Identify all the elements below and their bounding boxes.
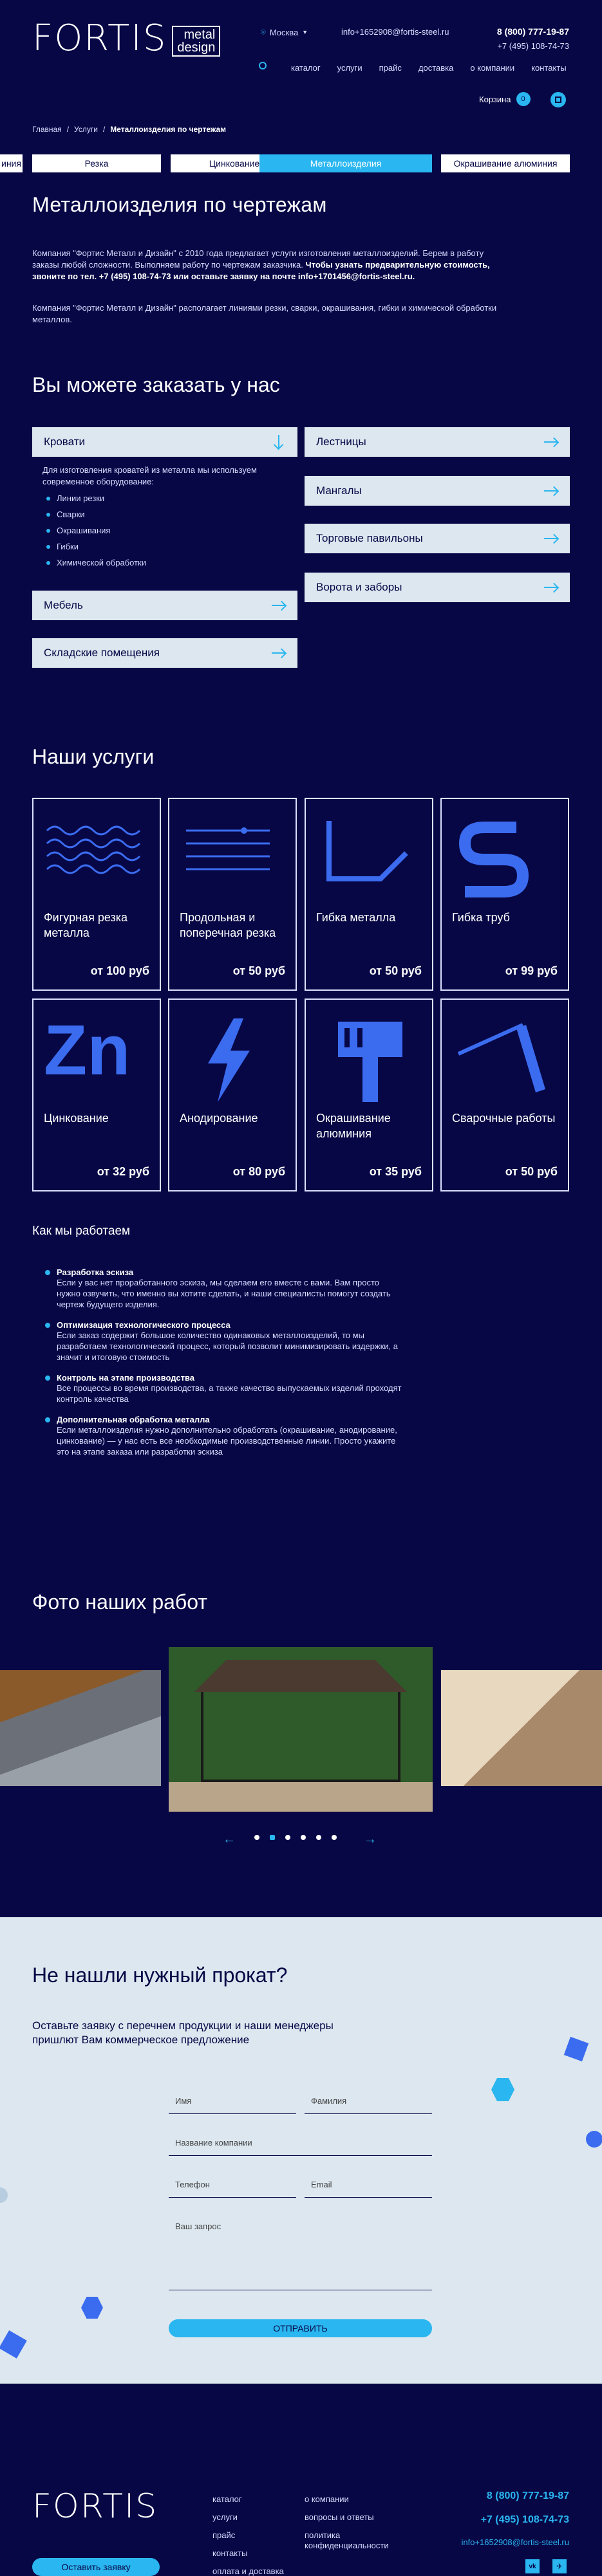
category-warehouses[interactable] [32, 638, 297, 668]
vk-icon[interactable]: vk [525, 2559, 540, 2573]
tab-painting[interactable]: Окрашивание алюминия [441, 154, 570, 172]
intro-paragraph [32, 248, 509, 282]
service-price: от 80 руб [232, 1165, 285, 1178]
list-item [42, 1267, 403, 1310]
photos-title: Фото наших работ [32, 1590, 207, 1614]
logo-sub-design: design [177, 41, 216, 55]
service-card-welding[interactable] [440, 998, 569, 1191]
nav-about[interactable]: о компании [470, 63, 515, 73]
footer-link-contacts[interactable]: контакты [212, 2548, 248, 2558]
footer-link-catalog[interactable]: каталог [212, 2494, 242, 2504]
step-title: Контроль на этапе производства [57, 1373, 195, 1383]
cart-link[interactable] [479, 92, 531, 106]
request-title: Не нашли нужный прокат? [32, 1964, 288, 1987]
step-text: Все процессы во время производства, а также качество выпускаемых изделий проходят контроль качества [57, 1383, 402, 1404]
breadcrumb-sep: / [102, 125, 106, 134]
carousel-dot[interactable] [332, 1835, 337, 1840]
bullet [45, 1375, 50, 1381]
category-beds[interactable] [32, 427, 297, 457]
diamond-decor [0, 2330, 27, 2359]
gazebo-floor [169, 1782, 433, 1812]
nav-services[interactable]: услуги [337, 63, 362, 73]
footer [0, 2461, 602, 2576]
list-item [42, 1415, 403, 1457]
logo-sub-metal: metal [183, 28, 216, 42]
step-text: Если металлоизделия нужно дополнительно обработать (окрашивание, анодирование, цинкование) — у нас есть все необходимые производственные линии. Просто укажите это на этапе заказа или разработки эскиза [57, 1425, 397, 1457]
list-item: Гибки [42, 542, 146, 558]
footer-email[interactable]: info+1652908@fortis-steel.ru [461, 2537, 569, 2547]
beds-description: Для изготовления кроватей из металла мы используем современное оборудование: [42, 465, 257, 486]
category-label: Лестницы [316, 436, 366, 448]
arrow-right-icon [544, 583, 558, 592]
list-item: Линии резки [42, 493, 146, 510]
service-name: Цинкование [44, 1112, 109, 1125]
header-email[interactable]: info+1652908@fortis-steel.ru [341, 27, 449, 37]
nav-price[interactable]: прайс [379, 63, 402, 73]
arrow-right-icon [272, 649, 286, 658]
step-text: Если у вас нет проработанного эскиза, мы сделаем его вместе с вами. Вам просто нужно озвучить, что именно вы хотите сделать, и наши специалисты помогут создать чертеж будущего изделия. [57, 1278, 391, 1309]
carousel-dot[interactable] [270, 1835, 275, 1840]
carousel-dot[interactable] [316, 1835, 321, 1840]
telegram-icon[interactable]: ✈ [552, 2559, 567, 2573]
list-item: Окрашивания [42, 526, 146, 542]
footer-link-privacy[interactable]: политика конфиденциальности [305, 2530, 389, 2550]
waves-icon [44, 814, 140, 879]
carousel-prev[interactable]: ← [223, 1832, 236, 1846]
footer-link-price[interactable]: прайс [212, 2530, 236, 2540]
category-label: Торговые павильоны [316, 532, 423, 544]
carousel-dot[interactable] [301, 1835, 306, 1840]
lightning-icon [195, 1015, 292, 1105]
category-pavilions[interactable] [305, 524, 570, 553]
list-item: Сварки [42, 510, 146, 526]
service-price: от 99 руб [505, 964, 558, 977]
arrow-right-icon [544, 486, 558, 495]
service-name: Анодирование [180, 1112, 258, 1125]
service-name: Фигурная резка металла [44, 911, 127, 939]
logo-sub [172, 26, 220, 57]
footer-col-2 [305, 2490, 401, 2551]
submit-button[interactable]: ОТПРАВИТЬ [169, 2319, 432, 2337]
service-card-painting[interactable] [305, 998, 433, 1191]
arrow-down-icon [274, 435, 283, 449]
gazebo-frame [201, 1692, 400, 1782]
category-grills[interactable] [305, 476, 570, 506]
service-price: от 50 руб [232, 964, 285, 977]
service-card-cutting[interactable] [168, 798, 297, 991]
photo-ducts[interactable] [0, 1670, 161, 1786]
service-price: от 35 руб [369, 1165, 422, 1178]
footer-phone-1[interactable]: 8 (800) 777-19-87 [486, 2490, 569, 2501]
intro-bold: Чтобы узнать предварительную стоимость, звоните по тел. +7 (495) 108-74-73 или оставьте заявку на почте info+1701456@fortis-steel.ru. [32, 260, 490, 281]
category-label: Складские помещения [44, 647, 160, 659]
page-title: Металлоизделия по чертежам [32, 193, 327, 216]
list-item [42, 1320, 403, 1363]
breadcrumb-sep: / [66, 125, 70, 134]
photo-stairs[interactable] [441, 1670, 602, 1786]
search-icon[interactable] [259, 62, 267, 69]
cart-label: Корзина [479, 94, 511, 104]
city-name: Москва [269, 27, 299, 37]
category-gates[interactable] [305, 573, 570, 602]
carousel-dots [254, 1835, 357, 1841]
circle-decor [586, 2131, 602, 2148]
zinc-icon: Zn [44, 1011, 131, 1090]
intro-text: Компания "Фортис Металл и Дизайн" с 2010 года предлагает услуги изготовления металлоизделий. Берем в работу заказы любой сложности. Выполняем работу по чертежам заказчика. [32, 248, 484, 270]
carousel-next[interactable]: → [364, 1832, 377, 1846]
category-furniture[interactable] [32, 591, 297, 620]
category-label: Кровати [44, 436, 86, 448]
service-price: от 100 руб [90, 964, 149, 977]
how-title: Как мы работаем [32, 1224, 131, 1238]
service-name: Сварочные работы [452, 1112, 556, 1125]
service-price: от 50 руб [369, 964, 422, 977]
tab-prev-partial[interactable]: иния [0, 154, 23, 172]
message-field[interactable]: Ваш запрос [169, 2216, 432, 2290]
city-select[interactable] [261, 27, 308, 37]
header-phone-2[interactable]: +7 (495) 108-74-73 [497, 41, 569, 51]
breadcrumb [32, 125, 226, 134]
how-steps [42, 1267, 403, 1457]
main-nav [291, 63, 567, 73]
beds-equipment-list [42, 493, 146, 574]
surname-field[interactable]: Фамилия [305, 2091, 432, 2114]
header-phone-1[interactable]: 8 (800) 777-19-87 [496, 26, 569, 37]
service-tabs [0, 154, 602, 172]
list-item: Химической обработки [42, 558, 146, 574]
tab-zinc[interactable]: Цинкование [171, 154, 298, 172]
intro-paragraph-2: Компания "Фортис Металл и Дизайн" располагает линиями резки, сварки, окрашивания, гибки и химической обработки металлов. [32, 303, 497, 324]
footer-link-faq[interactable]: вопросы и ответы [305, 2512, 374, 2522]
circle-decor [0, 2187, 8, 2203]
order-request-button[interactable]: Оставить заявку [32, 2558, 160, 2576]
arrow-right-icon [272, 601, 286, 610]
service-card-pipe-bending[interactable] [440, 798, 569, 991]
request-section [0, 1917, 602, 2384]
bullet [45, 1323, 50, 1328]
carousel-dot[interactable] [285, 1835, 290, 1840]
bullet [45, 1417, 50, 1422]
hexagon-decor [491, 2078, 514, 2101]
company-field[interactable]: Название компании [169, 2133, 432, 2156]
step-title: Разработка эскиза [57, 1267, 134, 1277]
name-field[interactable]: Имя [169, 2091, 296, 2114]
footer-link-delivery[interactable]: оплата и доставка [212, 2566, 284, 2576]
service-card-anodizing[interactable] [168, 998, 297, 1191]
chevron-down-icon: ▼ [302, 29, 308, 35]
lines-icon [180, 814, 276, 879]
breadcrumb-services[interactable]: Услуги [74, 125, 98, 134]
photo-gazebo[interactable] [169, 1647, 433, 1812]
order-title: Вы можете заказать у нас [32, 373, 280, 396]
logo[interactable] [32, 17, 220, 59]
footer-phone-2[interactable]: +7 (495) 108-74-73 [480, 2514, 569, 2525]
step-text: Если заказ содержит большое количество одинаковых металлоизделий, то мы разработаем технологический процесс, который позволит минимизировать издержки, а значит и итоговую стоимость [57, 1330, 398, 1362]
footer-col-1 [212, 2490, 284, 2576]
category-stairs[interactable] [305, 427, 570, 457]
arrow-right-icon [544, 534, 558, 543]
service-name: Гибка металла [316, 911, 396, 924]
service-card-figured-cutting[interactable] [32, 798, 161, 991]
breadcrumb-current: Металлоизделия по чертежам [110, 125, 227, 134]
grid-icon [555, 97, 561, 103]
service-card-bending[interactable] [305, 798, 433, 991]
step-title: Оптимизация технологического процесса [57, 1320, 230, 1330]
nav-contacts[interactable]: контакты [531, 63, 567, 73]
services-title: Наши услуги [32, 745, 155, 768]
tab-metalwork[interactable]: Металлоизделия [259, 154, 432, 172]
footer-link-services[interactable]: услуги [212, 2512, 238, 2522]
hexagon-decor [81, 2297, 103, 2319]
location-icon: ⌾ [261, 27, 266, 37]
favorites-button[interactable] [550, 92, 566, 107]
service-card-zinc[interactable] [32, 998, 161, 1191]
pipe-bend-icon [452, 814, 549, 898]
breadcrumb-home[interactable]: Главная [32, 125, 62, 134]
request-subtitle: Оставьте заявку с перечнем продукции и наши менеджеры пришлют Вам коммерческое предложение [32, 2019, 334, 2046]
cart-count-badge: 0 [516, 92, 531, 106]
gazebo-roof [194, 1660, 407, 1692]
paint-roller-icon [332, 1015, 428, 1105]
site-header [0, 0, 602, 122]
nav-catalog[interactable]: каталог [291, 63, 321, 73]
footer-link-about[interactable]: о компании [305, 2494, 349, 2504]
email-field[interactable]: Email [305, 2175, 432, 2198]
phone-field[interactable]: Телефон [169, 2175, 296, 2198]
nav-delivery[interactable]: доставка [418, 63, 454, 73]
footer-logo[interactable]: FORTIS [32, 2487, 158, 2526]
category-label: Мебель [44, 599, 83, 611]
service-price: от 32 руб [97, 1165, 149, 1178]
service-name: Гибка труб [452, 911, 510, 924]
service-name: Продольная и поперечная резка [180, 911, 276, 939]
diamond-decor [564, 2037, 588, 2061]
logo-text: FORTIS [32, 17, 167, 59]
welding-icon [452, 1015, 549, 1105]
service-price: от 50 руб [505, 1165, 558, 1178]
bullet [45, 1270, 50, 1275]
category-label: Ворота и заборы [316, 581, 402, 593]
arrow-right-icon [544, 437, 558, 446]
list-item [42, 1373, 403, 1404]
step-title: Дополнительная обработка металла [57, 1415, 210, 1424]
carousel-dot[interactable] [254, 1835, 259, 1840]
category-label: Мангалы [316, 484, 362, 497]
bend-icon [316, 814, 413, 898]
tab-cutting[interactable]: Резка [32, 154, 161, 172]
service-name: Окрашивание алюминия [316, 1112, 391, 1140]
